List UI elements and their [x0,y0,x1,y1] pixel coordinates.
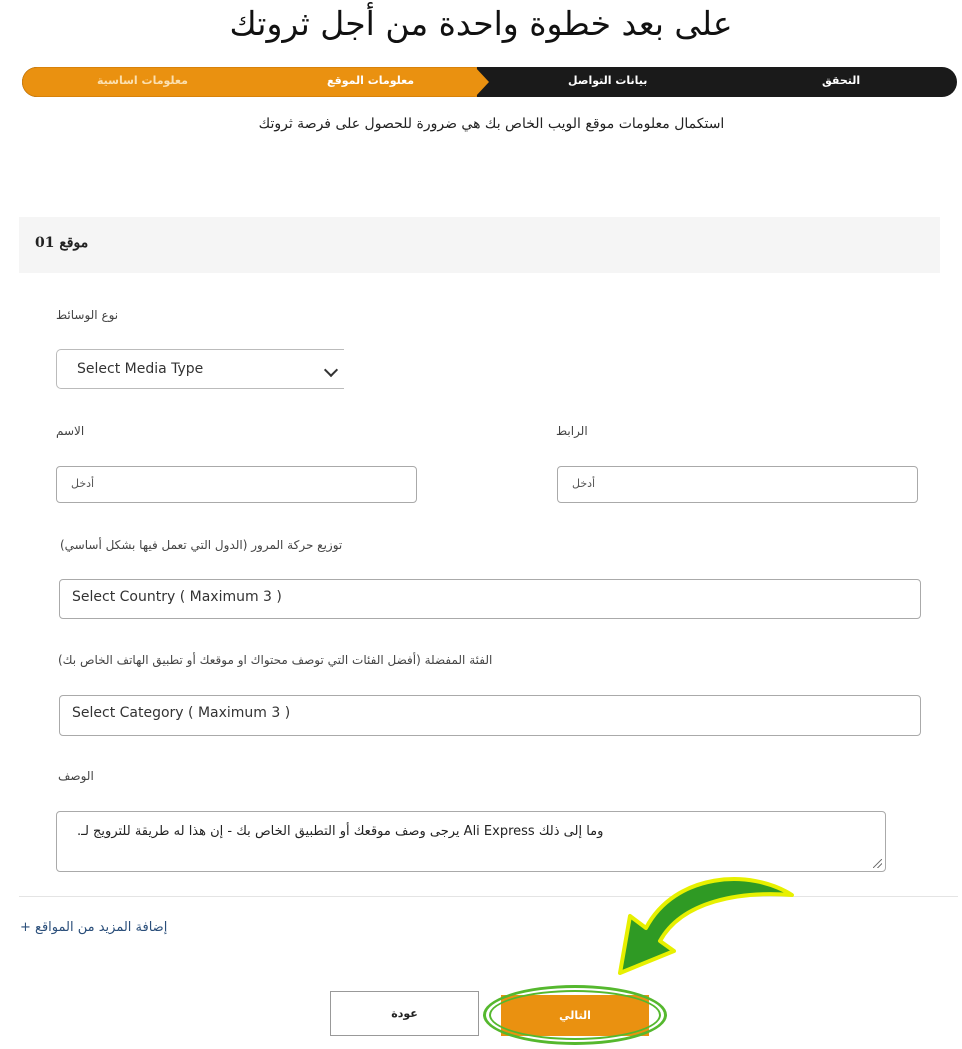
media-type-label: نوع الوسائط [56,308,119,322]
name-label: الاسم [56,424,85,438]
add-more-sites-link[interactable]: إضافة المزيد من المواقع + [20,920,168,935]
back-button[interactable]: عودة [330,991,479,1036]
highlight-ring-inner [489,990,661,1040]
stepper-arrow [475,67,489,97]
step-site-info: معلومات الموقع [327,74,415,87]
description-textarea[interactable] [56,811,886,872]
site-section-header [19,217,940,273]
pointer-arrow-icon [600,873,800,983]
category-label: الفئة المفضلة (أفضل الفئات التي توصف محتواك او موقعك أو تطبيق الهاتف الخاص بك) [58,653,493,667]
media-type-select[interactable] [56,349,344,389]
description-label: الوصف [58,769,94,783]
name-input[interactable] [56,466,417,503]
category-select[interactable] [59,695,921,736]
link-input[interactable] [557,466,918,503]
page-subtitle: استكمال معلومات موقع الويب الخاص بك هي ضرورة للحصول على فرصة ثروتك [258,116,725,132]
country-value: Select Country ( Maximum 3 ) [72,589,282,605]
link-placeholder: أدخل [572,477,596,490]
description-text: وما إلى ذلك Ali Express يرجى وصف موقعك أو التطبيق الخاص بك - إن هذا له طريقة للترويج لـ. [77,824,604,839]
step-contact: بيانات التواصل [568,74,648,87]
divider [19,896,958,897]
next-button[interactable]: التالي [501,995,649,1036]
traffic-label: توزيع حركة المرور (الدول التي تعمل فيها بشكل أساسي) [60,538,343,552]
site-section-title: موقع 01 [35,235,89,251]
media-type-value: Select Media Type [77,361,204,377]
name-placeholder: أدخل [71,477,95,490]
country-select[interactable] [59,579,921,619]
step-basic-info: معلومات اساسية [97,74,188,87]
step-verify: التحقق [822,74,861,87]
category-value: Select Category ( Maximum 3 ) [72,705,291,721]
page-title: على بعد خطوة واحدة من أجل ثروتك [229,4,733,43]
link-label: الرابط [556,424,588,438]
resize-handle[interactable] [873,859,882,868]
progress-stepper [22,67,957,97]
chevron-down-icon [324,363,338,377]
